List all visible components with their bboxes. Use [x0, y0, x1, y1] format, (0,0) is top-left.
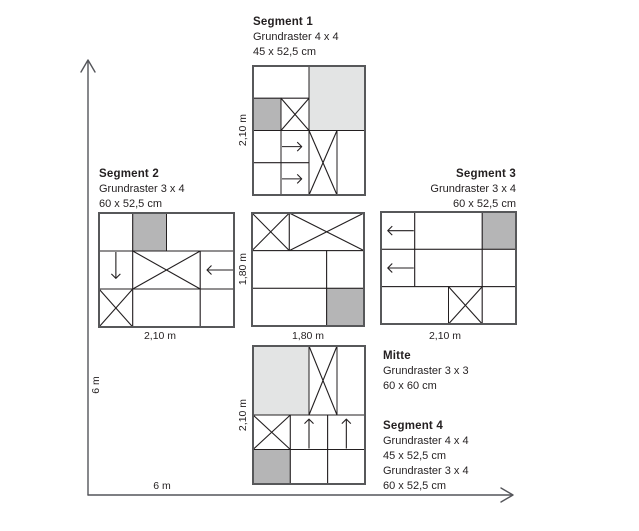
segment-grundraster: Grundraster 4 x 4 [253, 31, 339, 43]
shaded-dark-cell [482, 212, 516, 249]
grid-cell [482, 287, 516, 324]
segment-3-grid [378, 209, 519, 327]
segment-3-label-block [430, 167, 516, 212]
shaded-dark-cell [327, 288, 364, 326]
grid-cell [133, 289, 201, 327]
segment-cell-size: 60 x 60 cm [383, 380, 437, 392]
segment-4-label-block [383, 419, 469, 494]
grid-cell [337, 131, 365, 196]
segment-title: Mitte [383, 350, 411, 362]
shaded-light-cell [253, 346, 309, 415]
segment-cell-size: 60 x 52,5 cm [383, 480, 446, 492]
segment-1-height-label: 2,10 m [237, 113, 249, 147]
mitte-label-block [383, 349, 469, 394]
shaded-light-cell [309, 66, 365, 131]
segment-title: Segment 2 [99, 168, 159, 180]
x-axis-label: 6 m [153, 480, 171, 492]
mitte-width-label: 1,80 m [291, 330, 325, 342]
shaded-dark-cell [133, 213, 167, 251]
segment-title: Segment 1 [253, 16, 313, 28]
x-axis-arrowhead-icon [501, 488, 513, 502]
segment-cell-size: 60 x 52,5 cm [99, 198, 162, 210]
grid-cell [327, 251, 364, 289]
grid-cell [290, 450, 327, 485]
segment-grundraster: Grundraster 4 x 4 [383, 435, 469, 447]
mitte-grid [249, 210, 367, 329]
grid-cell [381, 287, 449, 324]
segment-cell-size: 45 x 52,5 cm [253, 46, 316, 58]
segment-2-label-block [99, 167, 185, 212]
segment-4-grid [250, 343, 368, 487]
grid-cell [482, 249, 516, 286]
grid-cell [253, 163, 281, 195]
shaded-dark-cell [253, 98, 281, 130]
grid-cell [167, 213, 235, 251]
segment-2-grid [96, 210, 237, 330]
segment-grundraster: Grundraster 3 x 3 [383, 365, 469, 377]
grid-cell [200, 289, 234, 327]
y-axis-label: 6 m [90, 376, 102, 394]
segment-title: Segment 3 [456, 168, 516, 180]
segment-1-grid [250, 63, 368, 198]
grid-cell [337, 346, 365, 415]
mitte-height-label: 1,80 m [237, 252, 249, 286]
segment-grundraster: Grundraster 3 x 4 [430, 183, 516, 195]
segment-1-label-block [253, 15, 339, 60]
grid-cell [99, 213, 133, 251]
segment-grundraster: Grundraster 3 x 4 [383, 465, 469, 477]
segment-4-height-label: 2,10 m [237, 398, 249, 432]
segment-2-width-label: 2,10 m [143, 330, 177, 342]
grid-cell [253, 131, 281, 163]
segment-grundraster: Grundraster 3 x 4 [99, 183, 185, 195]
grid-cell [328, 450, 365, 485]
segment-3-width-label: 2,10 m [428, 330, 462, 342]
grid-cell [252, 251, 327, 289]
segment-cell-size: 45 x 52,5 cm [383, 450, 446, 462]
grid-cell [415, 249, 483, 286]
y-axis-arrowhead-icon [81, 60, 95, 72]
segment-title: Segment 4 [383, 420, 443, 432]
segment-cell-size: 60 x 52,5 cm [453, 198, 516, 210]
shaded-dark-cell [253, 450, 290, 485]
grid-cell [253, 66, 309, 98]
grid-cell [252, 288, 327, 326]
grid-cell [415, 212, 483, 249]
